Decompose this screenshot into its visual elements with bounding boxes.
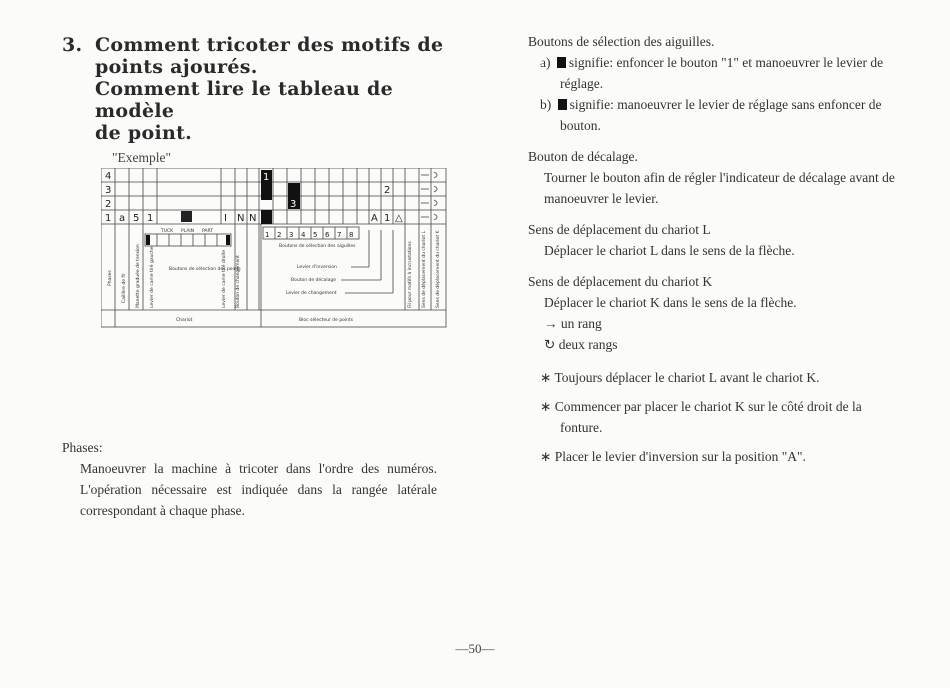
phases-title: Phases:	[62, 440, 103, 455]
l-text: Déplacer le chariot L dans le sens de la flèche.	[544, 243, 795, 258]
bloc-label: Bloc sélecteur de points	[299, 318, 354, 323]
num-button-6: 6	[325, 231, 330, 239]
row1-letter-n1: N	[237, 213, 245, 224]
num-button-2: 2	[277, 231, 282, 239]
chariot-label: Chariot	[176, 318, 193, 323]
col-label-chariot-l: Sens de déplacement du chariot L	[422, 230, 427, 308]
heading-line-2: points ajourés.	[95, 56, 258, 78]
b-label: b)	[540, 97, 552, 112]
row2-right-2: 2	[384, 185, 391, 196]
row-number-4: 4	[105, 171, 112, 182]
num-button-5: 5	[313, 231, 318, 239]
part-label: PART	[202, 229, 214, 234]
note-1: Toujours déplacer le chariot L avant le chariot K.	[554, 370, 820, 385]
needle-title: Boutons de sélection des aiguilles.	[528, 34, 715, 49]
page-number: —50—	[455, 641, 495, 656]
right-column	[528, 31, 903, 467]
col-label-caillere: Caillère de fil	[122, 273, 127, 303]
tuck-label: TUCK	[161, 229, 174, 234]
plain-label: PLAIN	[181, 229, 195, 234]
col-label-changement: Bouton de changement	[236, 255, 241, 308]
stitch-pattern-chart	[101, 168, 447, 328]
col-label-came-gauche: Levier de came tiré gauche	[150, 246, 155, 308]
heading-line-3: Comment lire le tableau de modèle	[95, 78, 393, 122]
phases-text: Manoeuvrer la machine à tricoter dans l'ordre des numéros. L'opération nécessaire est indiquée dans la rangée latérale correspondant à chaque phase.	[80, 461, 437, 518]
k-text: Déplacer le chariot K dans le sens de la flèche.	[544, 295, 797, 310]
num-button-8: 8	[349, 231, 354, 239]
col-label-fil-motifs: Fil pour motifs à incrustations	[408, 241, 413, 308]
row-number-3: 3	[105, 185, 112, 196]
row1-cell-a: a	[119, 213, 126, 224]
changement-label: Levier de changement	[286, 291, 337, 296]
asterisk-icon: ∗	[540, 399, 552, 414]
pressed-button-icon	[557, 57, 566, 68]
num-button-4: 4	[301, 231, 306, 239]
left-column	[62, 34, 447, 166]
num-button-1: 1	[265, 231, 270, 239]
shift-text: Tourner le bouton afin de régler l'indicateur de décalage avant de manoeuvrer le levier.	[544, 170, 895, 206]
example-label: "Exemple"	[112, 150, 172, 165]
row1-letter-n2: N	[249, 213, 257, 224]
col-label-chariot-k: Sens de déplacement du chariot K	[436, 230, 441, 308]
row1-right-a: A	[371, 213, 378, 224]
k-title: Sens de déplacement du chariot K	[528, 274, 713, 289]
col-label-came-droite: Levier de came tiré droite	[222, 249, 227, 308]
one-row-text: un rang	[560, 316, 602, 331]
l-title: Sens de déplacement du chariot L	[528, 222, 711, 237]
decalage-label: Bouton de décalage	[291, 278, 337, 283]
row1-letter-i: I	[224, 213, 227, 224]
row1-cell-5: 5	[133, 213, 140, 224]
loop-arrow-icon: ↻	[544, 337, 556, 352]
row1-right-1: 1	[384, 213, 391, 224]
shift-title: Bouton de décalage.	[528, 149, 638, 164]
row1-right-triangle: △	[395, 213, 403, 224]
a-label: a)	[540, 55, 551, 70]
note-2: Commencer par placer le chariot K sur le côté droit de la fonture.	[554, 399, 862, 435]
phases-section	[62, 437, 437, 521]
row-number-1: 1	[105, 213, 112, 224]
col-label-tension: Manette graduée de tension	[136, 244, 141, 308]
two-rows-text: deux rangs	[558, 337, 618, 352]
filled-square-icon	[558, 99, 567, 110]
inversion-label: Levier d'inversion	[297, 265, 337, 270]
asterisk-icon: ∗	[540, 370, 552, 385]
row-number-2: 2	[105, 199, 112, 210]
b-text: signifie: manoeuvrer le levier de réglage sans enfoncer de bouton.	[560, 97, 882, 133]
col-label-phases: Phases	[108, 270, 113, 286]
section-heading	[62, 34, 447, 144]
heading-line-1: Comment tricoter des motifs de	[95, 34, 444, 56]
row1-cell-1: 1	[147, 213, 154, 224]
a-text: signifie: enfoncer le bouton "1" et manoeuvrer le levier de réglage.	[560, 55, 884, 91]
dark-cell-3: 3	[290, 199, 297, 210]
arrow-right-icon: →	[544, 316, 558, 331]
section-number: 3.	[62, 34, 83, 56]
heading-line-4: de point.	[95, 122, 193, 144]
dark-cell-1: 1	[263, 172, 270, 183]
needle-buttons-label: Boutons de sélection des aiguilles	[279, 244, 356, 249]
asterisk-icon: ∗	[540, 449, 552, 464]
note-3: Placer le levier d'inversion sur la position "A".	[554, 449, 806, 464]
num-button-3: 3	[289, 231, 294, 239]
num-button-7: 7	[337, 231, 342, 239]
stitch-buttons-label: Boutons de sélection des points	[169, 267, 241, 272]
